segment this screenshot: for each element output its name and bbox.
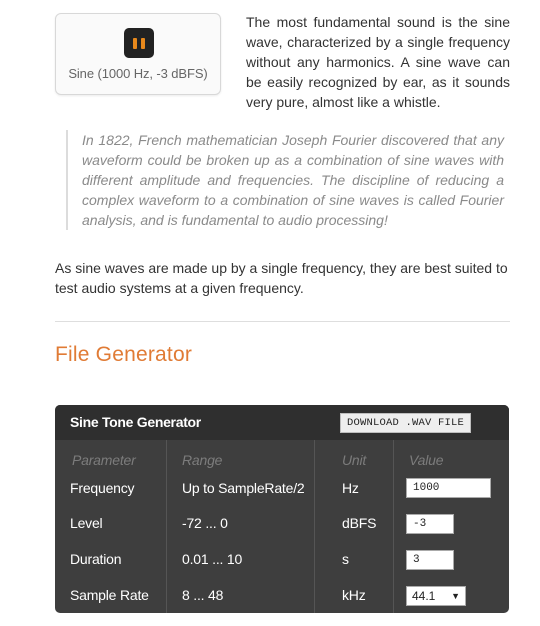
section-divider <box>55 321 510 322</box>
sine-tone-generator-panel <box>55 405 509 613</box>
header-unit: Unit <box>342 452 367 468</box>
panel-header <box>55 405 509 440</box>
param-level: Level <box>70 515 103 531</box>
section-heading: File Generator <box>55 343 193 366</box>
unit-level: dBFS <box>342 515 377 531</box>
column-divider <box>393 440 394 613</box>
player-label: Sine (1000 Hz, -3 dBFS) <box>68 66 208 81</box>
intro-text: The most fundamental sound is the sine wave, characterized by a single frequency without any harmonics. A sine wave can be easily recognized by ear, as it sounds very pure, almost like a whistle. <box>246 14 510 110</box>
column-divider <box>314 440 315 613</box>
pause-icon <box>133 38 137 49</box>
header-parameter: Parameter <box>72 452 136 468</box>
header-value: Value <box>409 452 444 468</box>
range-level: -72 ... 0 <box>182 515 228 531</box>
frequency-input[interactable]: 1000 <box>406 478 491 498</box>
body-paragraph: As sine waves are made up by a single frequency, they are best suited to test audio systems at a given frequency. <box>55 260 508 296</box>
sample-rate-select[interactable] <box>406 586 466 606</box>
download-wav-button[interactable]: DOWNLOAD .WAV FILE <box>340 413 471 433</box>
range-frequency: Up to SampleRate/2 <box>182 480 305 496</box>
param-duration: Duration <box>70 551 122 567</box>
unit-sample-rate: kHz <box>342 587 366 603</box>
param-frequency: Frequency <box>70 480 135 496</box>
audio-player <box>55 13 221 95</box>
level-input[interactable]: -3 <box>406 514 454 534</box>
sample-rate-value: 44.1 <box>412 589 436 603</box>
pause-button[interactable] <box>124 28 154 58</box>
unit-duration: s <box>342 551 349 567</box>
range-sample-rate: 8 ... 48 <box>182 587 224 603</box>
range-duration: 0.01 ... 10 <box>182 551 243 567</box>
duration-input[interactable]: 3 <box>406 550 454 570</box>
fourier-quote: In 1822, French mathematician Joseph Fourier discovered that any waveform could be broken up as a combination of sine waves with different amplitude and frequencies. The discipline of reducing a complex waveform to a combination of sine waves is called Fourier analysis, and is fundamental to audio processing! <box>66 130 504 230</box>
param-sample-rate: Sample Rate <box>70 587 149 603</box>
header-range: Range <box>182 452 223 468</box>
panel-title: Sine Tone Generator <box>70 414 201 430</box>
unit-frequency: Hz <box>342 480 359 496</box>
chevron-down-icon: ▼ <box>451 591 460 601</box>
column-divider <box>166 440 167 613</box>
